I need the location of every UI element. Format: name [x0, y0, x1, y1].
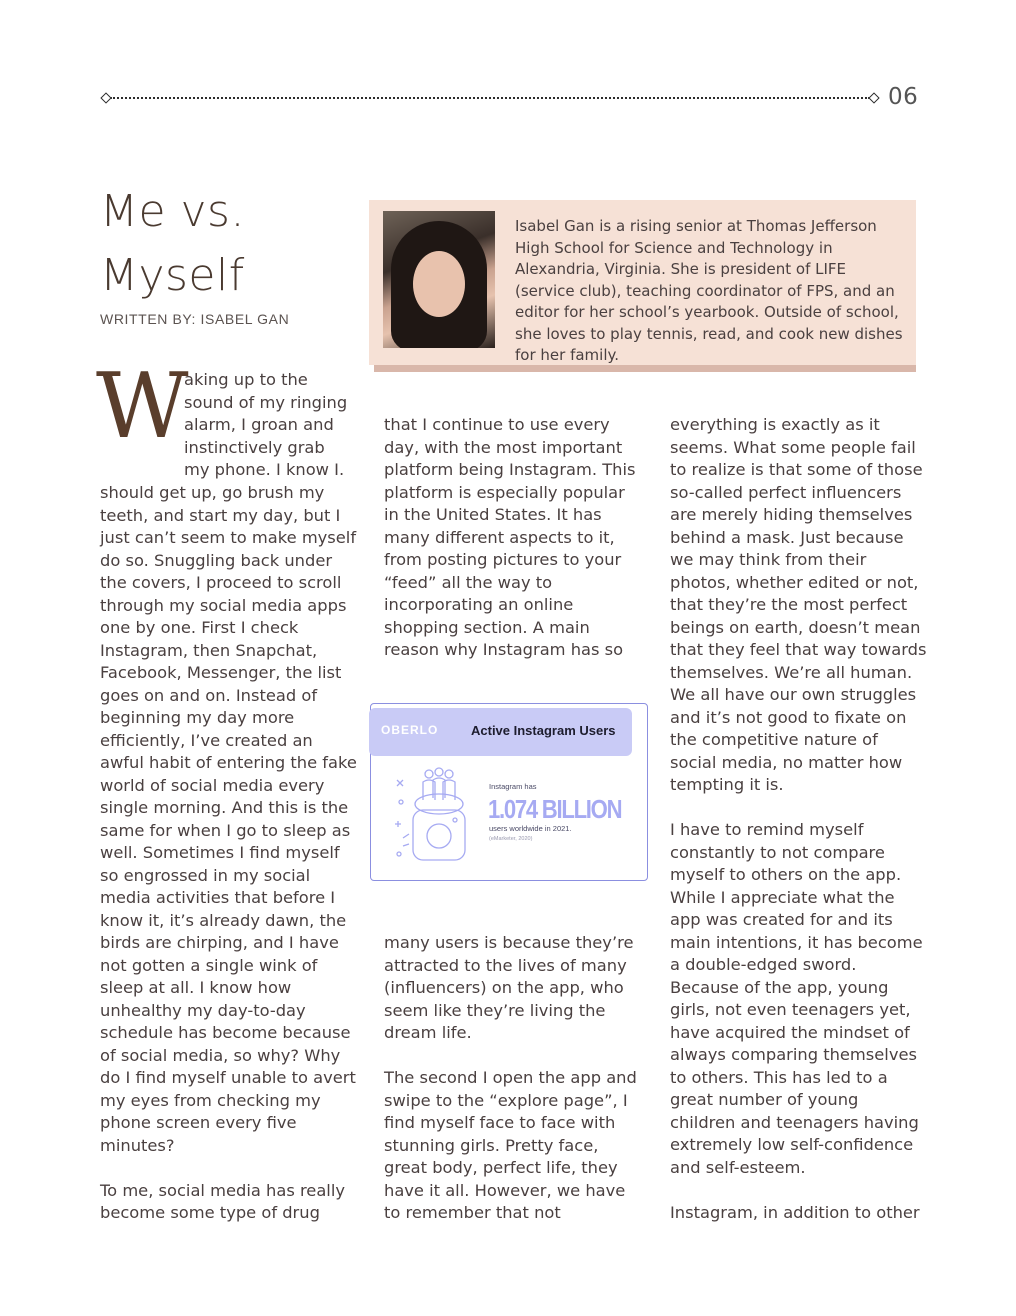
diamond-right-icon	[868, 92, 879, 103]
infographic-brand: OBERLO	[381, 723, 439, 737]
column-2-bottom: many users is because they’re attracted to the lives of many (influencers) on the app, who seem like they’re living the dream life. The second I open the app and swipe to the “explore page”, I find myself face to face with stunning girls. Pretty face, great body, perfect life, they have it all. However, we have to remember that not	[384, 933, 637, 1222]
infographic-title: Active Instagram Users	[471, 723, 616, 738]
title-line-1: Me vs.	[100, 186, 245, 237]
title-line-2: Myself	[100, 250, 245, 301]
author-photo	[383, 211, 495, 348]
header-dotted-rule	[102, 94, 878, 102]
byline: WRITTEN BY: ISABEL GAN	[100, 311, 290, 327]
page-number: 06	[888, 84, 919, 110]
column-1-body: should get up, go brush my teeth, and start my day, but I just can’t seem to make myself do so. Snuggling back under the covers, I proceed to scroll through my social media apps one by one. First I check Instagram, then Snapchat, Facebook, Messenger, the list goes on and on. Instead of beginning my day more efficiently, I’ve created an awful habit of entering the fake world of social media every single morning. And this is the same for when I go to sleep as well. Sometimes I find myself so engrossed in my social media activities that before I know it, it’s already dawn, the birds are chirping, and I have not gotten a single wink of sleep at all. I know how unhealthy my day-to-day schedule has become because of social media, so why? Why do I find myself unable to avert my eyes from checking my phone screen every five minutes? To me, social media has really become some type of drug	[100, 483, 357, 1222]
infographic-lead: Instagram has	[489, 782, 537, 791]
infographic-header	[369, 708, 632, 756]
column-3: everything is exactly as it seems. What some people fail to realize is that some of those so-called perfect influencers are merely hiding themselves behind a mask. Just because we may think from their photos, whether edited or not, that they’re the most perfect beings on earth, doesn’t mean that they feel that way towards themselves. We’re all human. We all have our own struggles and it’s not good to fixate on the competitive nature of social media, no matter how tempting it is. I have to remind myself constantly to not compare myself to others on the app. While I appreciate what the app was created for and its main intentions, it has become a double-edged sword. Because of the app, young girls, not even teenagers yet, have acquired the mindset of always comparing themselves to others. This has led to a great number of young children and teenagers having extremely low self-confidence and self-esteem. Instagram, in addition to other	[670, 415, 927, 1222]
infographic-tail: users worldwide in 2021.	[489, 824, 572, 833]
diamond-left-icon	[100, 92, 111, 103]
bio-text: Isabel Gan is a rising senior at Thomas Jefferson High School for Science and Technology in Alexandria, Virginia. She is president of LIFE (service club), teaching coordinator of FPS, and an editor for her school’s yearbook. Outside of school, she loves to play tennis, read, and cook new dishes for her family.	[515, 217, 903, 364]
article-title	[100, 180, 245, 308]
column-1-intro: aking up to the sound of my ringing alarm, I groan and instinctively grab my phone. I know I.	[184, 370, 348, 479]
infographic-source: (eMarketer, 2020)	[489, 836, 533, 842]
infographic-figure: 1.074 BILLION	[488, 794, 622, 824]
drop-cap: W	[96, 354, 189, 459]
camera-people-icon	[391, 762, 481, 867]
instagram-users-infographic	[370, 703, 648, 881]
column-2-top: that I continue to use every day, with the most important platform being Instagram. This platform is especially popular in the United States. It has many different aspects to it, from posting pictures to your “feed” all the way to incorporating an online shopping section. A main reason why Instagram has so	[384, 415, 636, 659]
